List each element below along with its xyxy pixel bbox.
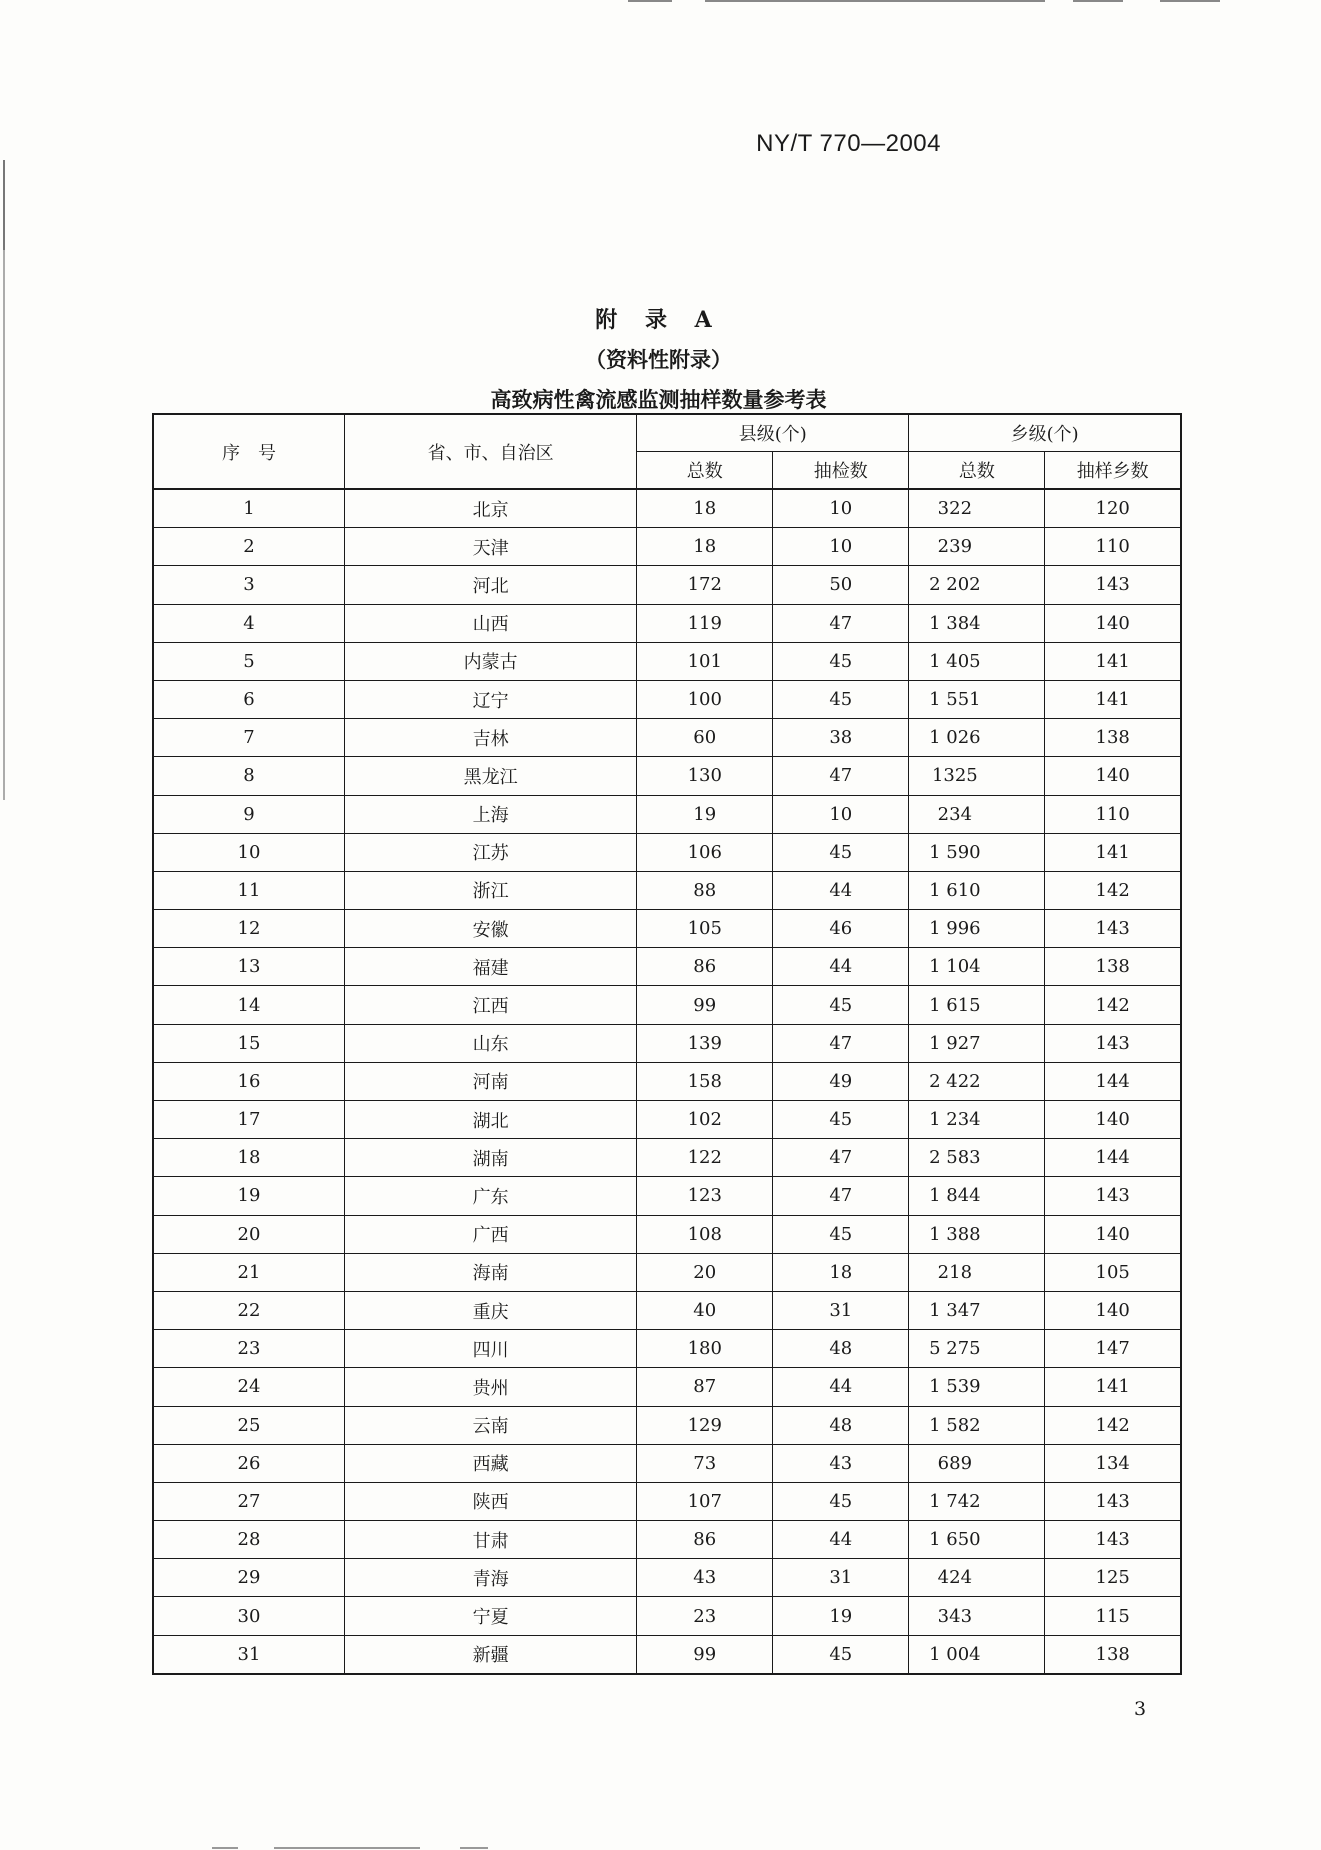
table-row	[153, 566, 1181, 604]
row-county-sampled: 19	[773, 1597, 909, 1635]
row-town-total: 1 234	[909, 1101, 1045, 1139]
row-county-sampled: 47	[773, 1024, 909, 1062]
row-county-total: 123	[637, 1177, 773, 1215]
table-row	[153, 986, 1181, 1024]
table-row	[153, 680, 1181, 718]
scan-mark	[3, 160, 5, 250]
row-town-sampled: 141	[1045, 833, 1181, 871]
row-town-total: 1 026	[909, 719, 1045, 757]
row-region: 湖南	[344, 1139, 636, 1177]
row-town-total: 218	[909, 1253, 1045, 1291]
row-region: 天津	[344, 528, 636, 566]
row-town-total: 234	[909, 795, 1045, 833]
row-county-total: 87	[637, 1368, 773, 1406]
header-county-sampled: 抽检数	[773, 452, 909, 490]
row-county-sampled: 45	[773, 642, 909, 680]
row-county-sampled: 46	[773, 910, 909, 948]
row-town-sampled: 144	[1045, 1062, 1181, 1100]
row-town-total: 1 551	[909, 680, 1045, 718]
row-town-sampled: 138	[1045, 1635, 1181, 1674]
row-county-sampled: 48	[773, 1330, 909, 1368]
row-town-sampled: 143	[1045, 1482, 1181, 1520]
row-county-sampled: 45	[773, 1482, 909, 1520]
row-county-sampled: 45	[773, 986, 909, 1024]
table-row	[153, 1559, 1181, 1597]
table-row	[153, 604, 1181, 642]
page-number: 3	[1134, 1698, 1147, 1720]
table-row	[153, 1024, 1181, 1062]
row-region: 贵州	[344, 1368, 636, 1406]
table-row	[153, 871, 1181, 909]
row-town-total: 1 927	[909, 1024, 1045, 1062]
row-index: 13	[153, 948, 344, 986]
row-town-sampled: 144	[1045, 1139, 1181, 1177]
row-region: 江西	[344, 986, 636, 1024]
row-region: 山西	[344, 604, 636, 642]
row-region: 宁夏	[344, 1597, 636, 1635]
row-county-total: 102	[637, 1101, 773, 1139]
table-row	[153, 1521, 1181, 1559]
row-region: 山东	[344, 1024, 636, 1062]
row-index: 24	[153, 1368, 344, 1406]
row-county-sampled: 47	[773, 1177, 909, 1215]
row-town-sampled: 140	[1045, 1215, 1181, 1253]
header-county-group: 县级(个)	[637, 414, 909, 452]
row-town-sampled: 141	[1045, 642, 1181, 680]
row-county-sampled: 49	[773, 1062, 909, 1100]
row-town-total: 1 844	[909, 1177, 1045, 1215]
table-row	[153, 1062, 1181, 1100]
row-region: 安徽	[344, 910, 636, 948]
table-row	[153, 719, 1181, 757]
row-index: 20	[153, 1215, 344, 1253]
row-county-sampled: 45	[773, 1635, 909, 1674]
row-town-sampled: 142	[1045, 1406, 1181, 1444]
appendix-subtitle: （资料性附录）	[585, 347, 732, 372]
row-county-sampled: 44	[773, 1368, 909, 1406]
row-index: 9	[153, 795, 344, 833]
row-town-total: 1 405	[909, 642, 1045, 680]
row-county-sampled: 45	[773, 680, 909, 718]
row-region: 辽宁	[344, 680, 636, 718]
row-town-total: 1 590	[909, 833, 1045, 871]
sampling-reference-table	[152, 413, 1182, 1675]
row-region: 黑龙江	[344, 757, 636, 795]
row-town-total: 1 582	[909, 1406, 1045, 1444]
row-county-total: 18	[637, 528, 773, 566]
row-county-sampled: 44	[773, 1521, 909, 1559]
row-region: 青海	[344, 1559, 636, 1597]
row-index: 12	[153, 910, 344, 948]
row-county-total: 99	[637, 986, 773, 1024]
scan-mark	[705, 0, 1045, 2]
row-county-total: 106	[637, 833, 773, 871]
row-county-total: 100	[637, 680, 773, 718]
row-county-sampled: 45	[773, 1101, 909, 1139]
scan-mark	[1073, 0, 1123, 2]
header-county-total: 总数	[637, 452, 773, 490]
row-index: 3	[153, 566, 344, 604]
scan-mark	[274, 1847, 404, 1849]
row-town-sampled: 140	[1045, 757, 1181, 795]
table-row	[153, 1177, 1181, 1215]
table-row	[153, 1597, 1181, 1635]
scan-mark	[394, 1847, 420, 1849]
row-index: 15	[153, 1024, 344, 1062]
row-region: 浙江	[344, 871, 636, 909]
row-county-sampled: 38	[773, 719, 909, 757]
row-town-sampled: 115	[1045, 1597, 1181, 1635]
row-index: 28	[153, 1521, 344, 1559]
row-town-total: 2 583	[909, 1139, 1045, 1177]
row-region: 福建	[344, 948, 636, 986]
row-town-total: 1 384	[909, 604, 1045, 642]
header-town-sampled: 抽样乡数	[1045, 452, 1181, 490]
table-row	[153, 1482, 1181, 1520]
row-county-total: 139	[637, 1024, 773, 1062]
row-town-total: 1 347	[909, 1291, 1045, 1329]
row-county-total: 86	[637, 1521, 773, 1559]
row-county-total: 73	[637, 1444, 773, 1482]
row-town-sampled: 105	[1045, 1253, 1181, 1291]
row-county-sampled: 45	[773, 1215, 909, 1253]
row-county-sampled: 44	[773, 948, 909, 986]
table-row	[153, 1291, 1181, 1329]
header-town-group: 乡级(个)	[909, 414, 1181, 452]
table-row	[153, 948, 1181, 986]
row-region: 上海	[344, 795, 636, 833]
row-town-total: 2 202	[909, 566, 1045, 604]
row-index: 19	[153, 1177, 344, 1215]
row-town-total: 1 615	[909, 986, 1045, 1024]
scan-mark	[628, 0, 672, 2]
row-county-sampled: 43	[773, 1444, 909, 1482]
appendix-title: 附 录 A	[595, 307, 722, 333]
table-row	[153, 910, 1181, 948]
table-row	[153, 1330, 1181, 1368]
row-town-total: 689	[909, 1444, 1045, 1482]
row-town-total: 322	[909, 489, 1045, 528]
row-index: 25	[153, 1406, 344, 1444]
table-row	[153, 1215, 1181, 1253]
table-row	[153, 1444, 1181, 1482]
row-town-total: 343	[909, 1597, 1045, 1635]
header-index: 序 号	[153, 414, 344, 489]
row-town-total: 1 996	[909, 910, 1045, 948]
appendix-title-block	[0, 300, 1321, 420]
row-town-total: 2 422	[909, 1062, 1045, 1100]
row-county-total: 119	[637, 604, 773, 642]
row-index: 29	[153, 1559, 344, 1597]
row-town-sampled: 138	[1045, 719, 1181, 757]
table-row	[153, 833, 1181, 871]
row-region: 江苏	[344, 833, 636, 871]
table-row	[153, 1253, 1181, 1291]
row-region: 广东	[344, 1177, 636, 1215]
row-town-sampled: 143	[1045, 566, 1181, 604]
row-town-sampled: 134	[1045, 1444, 1181, 1482]
row-region: 云南	[344, 1406, 636, 1444]
row-index: 31	[153, 1635, 344, 1674]
row-region: 河北	[344, 566, 636, 604]
row-index: 23	[153, 1330, 344, 1368]
row-county-total: 101	[637, 642, 773, 680]
row-county-total: 60	[637, 719, 773, 757]
row-county-sampled: 47	[773, 604, 909, 642]
row-county-total: 20	[637, 1253, 773, 1291]
row-town-total: 1 104	[909, 948, 1045, 986]
row-town-total: 1325	[909, 757, 1045, 795]
row-index: 1	[153, 489, 344, 528]
table-row	[153, 795, 1181, 833]
row-index: 10	[153, 833, 344, 871]
row-county-total: 107	[637, 1482, 773, 1520]
row-county-total: 130	[637, 757, 773, 795]
row-town-total: 239	[909, 528, 1045, 566]
row-town-total: 1 539	[909, 1368, 1045, 1406]
row-index: 21	[153, 1253, 344, 1291]
row-county-sampled: 18	[773, 1253, 909, 1291]
row-town-total: 1 004	[909, 1635, 1045, 1674]
row-county-sampled: 47	[773, 757, 909, 795]
row-county-sampled: 10	[773, 795, 909, 833]
row-town-total: 424	[909, 1559, 1045, 1597]
row-index: 14	[153, 986, 344, 1024]
table-row	[153, 1406, 1181, 1444]
row-county-sampled: 44	[773, 871, 909, 909]
row-index: 8	[153, 757, 344, 795]
table-row	[153, 528, 1181, 566]
row-town-sampled: 142	[1045, 986, 1181, 1024]
row-index: 2	[153, 528, 344, 566]
scan-mark	[1160, 0, 1220, 2]
row-town-sampled: 120	[1045, 489, 1181, 528]
row-index: 26	[153, 1444, 344, 1482]
row-county-sampled: 31	[773, 1291, 909, 1329]
table-row	[153, 757, 1181, 795]
table-row	[153, 489, 1181, 528]
row-town-total: 1 742	[909, 1482, 1045, 1520]
row-county-sampled: 45	[773, 833, 909, 871]
row-county-total: 19	[637, 795, 773, 833]
row-county-total: 88	[637, 871, 773, 909]
row-region: 新疆	[344, 1635, 636, 1674]
row-county-sampled: 31	[773, 1559, 909, 1597]
row-town-sampled: 140	[1045, 1291, 1181, 1329]
row-county-sampled: 50	[773, 566, 909, 604]
row-county-sampled: 48	[773, 1406, 909, 1444]
row-town-sampled: 125	[1045, 1559, 1181, 1597]
row-town-sampled: 110	[1045, 795, 1181, 833]
row-region: 海南	[344, 1253, 636, 1291]
header-region: 省、市、自治区	[344, 414, 636, 489]
scan-mark	[460, 1847, 488, 1849]
scan-mark	[212, 1847, 238, 1849]
row-county-total: 108	[637, 1215, 773, 1253]
row-county-total: 86	[637, 948, 773, 986]
table-title: 高致病性禽流感监测抽样数量参考表	[490, 387, 827, 412]
row-index: 4	[153, 604, 344, 642]
row-town-sampled: 138	[1045, 948, 1181, 986]
row-county-total: 105	[637, 910, 773, 948]
row-region: 湖北	[344, 1101, 636, 1139]
row-town-sampled: 147	[1045, 1330, 1181, 1368]
row-town-sampled: 141	[1045, 1368, 1181, 1406]
row-county-sampled: 10	[773, 528, 909, 566]
row-region: 甘肃	[344, 1521, 636, 1559]
row-town-total: 1 610	[909, 871, 1045, 909]
row-region: 吉林	[344, 719, 636, 757]
row-county-total: 172	[637, 566, 773, 604]
row-town-sampled: 143	[1045, 1024, 1181, 1062]
row-county-total: 129	[637, 1406, 773, 1444]
table-row	[153, 1368, 1181, 1406]
row-town-sampled: 141	[1045, 680, 1181, 718]
row-county-total: 122	[637, 1139, 773, 1177]
row-region: 北京	[344, 489, 636, 528]
table-row	[153, 1635, 1181, 1674]
table-row	[153, 1101, 1181, 1139]
row-county-total: 43	[637, 1559, 773, 1597]
row-county-total: 40	[637, 1291, 773, 1329]
row-county-total: 180	[637, 1330, 773, 1368]
row-county-total: 158	[637, 1062, 773, 1100]
table-row	[153, 1139, 1181, 1177]
row-region: 西藏	[344, 1444, 636, 1482]
row-index: 18	[153, 1139, 344, 1177]
row-index: 6	[153, 680, 344, 718]
row-index: 27	[153, 1482, 344, 1520]
row-county-total: 18	[637, 489, 773, 528]
row-region: 河南	[344, 1062, 636, 1100]
row-county-sampled: 47	[773, 1139, 909, 1177]
table-row	[153, 642, 1181, 680]
row-town-sampled: 143	[1045, 910, 1181, 948]
row-town-sampled: 140	[1045, 1101, 1181, 1139]
row-index: 17	[153, 1101, 344, 1139]
table-body	[153, 489, 1181, 1674]
row-region: 陕西	[344, 1482, 636, 1520]
row-county-total: 99	[637, 1635, 773, 1674]
row-region: 四川	[344, 1330, 636, 1368]
row-town-sampled: 142	[1045, 871, 1181, 909]
row-index: 5	[153, 642, 344, 680]
row-county-sampled: 10	[773, 489, 909, 528]
header-town-total: 总数	[909, 452, 1045, 490]
standard-code: NY/T 770—2004	[756, 130, 941, 157]
row-region: 重庆	[344, 1291, 636, 1329]
row-town-sampled: 143	[1045, 1521, 1181, 1559]
row-county-total: 23	[637, 1597, 773, 1635]
row-index: 22	[153, 1291, 344, 1329]
row-town-total: 5 275	[909, 1330, 1045, 1368]
row-index: 16	[153, 1062, 344, 1100]
row-region: 内蒙古	[344, 642, 636, 680]
row-town-sampled: 110	[1045, 528, 1181, 566]
row-town-sampled: 140	[1045, 604, 1181, 642]
row-town-sampled: 143	[1045, 1177, 1181, 1215]
row-index: 7	[153, 719, 344, 757]
row-town-total: 1 650	[909, 1521, 1045, 1559]
row-region: 广西	[344, 1215, 636, 1253]
row-index: 30	[153, 1597, 344, 1635]
row-town-total: 1 388	[909, 1215, 1045, 1253]
row-index: 11	[153, 871, 344, 909]
